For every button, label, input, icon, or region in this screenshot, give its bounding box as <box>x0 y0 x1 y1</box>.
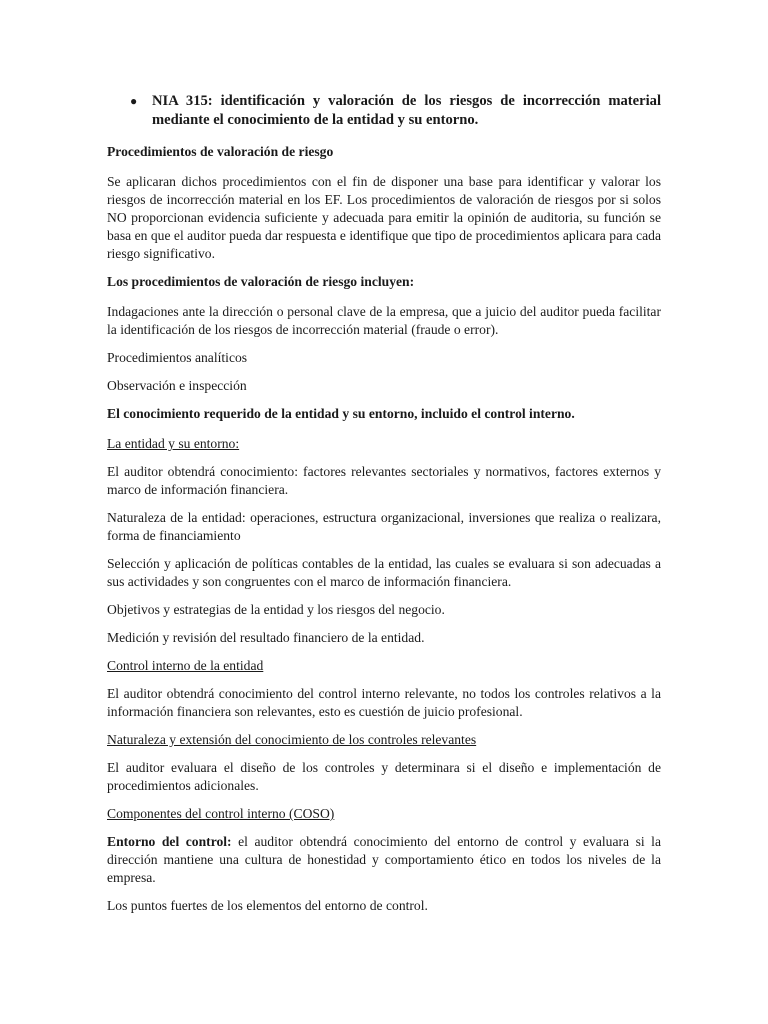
paragraph-puntos-fuertes: Los puntos fuertes de los elementos del entorno de control. <box>107 898 428 913</box>
entorno-control-text: el auditor obtendrá conocimiento del entorno de control y evaluara si la dirección mantiene una cultura de honestidad y comportamiento ético en todos los niveles de la empresa. <box>107 834 661 885</box>
heading-procedimientos-incluyen: Los procedimientos de valoración de riesgo incluyen: <box>107 274 415 289</box>
heading-procedimientos-valoracion: Procedimientos de valoración de riesgo <box>107 144 334 159</box>
paragraph-control-interno: El auditor obtendrá conocimiento del control interno relevante, no todos los controles relativos a la información financiera son relevantes, esto es cuestión de juicio profesional. <box>107 686 661 719</box>
heading-conocimiento-requerido: El conocimiento requerido de la entidad y su entorno, incluido el control interno. <box>107 406 575 421</box>
paragraph-naturaleza-entidad: Naturaleza de la entidad: operaciones, estructura organizacional, inversiones que realiza o realizara, forma de financiamiento <box>107 510 661 543</box>
subheading-componentes-coso: Componentes del control interno (COSO) <box>107 806 335 821</box>
bullet-item <box>107 92 661 130</box>
subheading-control-interno: Control interno de la entidad <box>107 658 264 673</box>
paragraph-procedimientos: Se aplicaran dichos procedimientos con el fin de disponer una base para identificar y valorar los riesgos de incorrección material en los EF. Los procedimientos de valoración de riesgos por si solos NO proporcionan evidencia suficiente y adecuada para emitir la opinión de auditoria, su función se basa en que el auditor pueda dar respuesta e identifique que tipo de procedimientos aplicara para cada riesgo significativo. <box>107 174 661 261</box>
paragraph-factores: El auditor obtendrá conocimiento: factores relevantes sectoriales y normativos, factores externos y marco de información financiera. <box>107 464 661 497</box>
subheading-entidad-entorno: La entidad y su entorno: <box>107 436 240 451</box>
paragraph-objetivos: Objetivos y estrategias de la entidad y los riesgos del negocio. <box>107 602 445 617</box>
subheading-naturaleza-extension: Naturaleza y extensión del conocimiento de los controles relevantes <box>107 732 477 747</box>
paragraph-medicion: Medición y revisión del resultado financiero de la entidad. <box>107 630 425 645</box>
bullet-marker: ● <box>130 94 138 108</box>
paragraph-indagaciones: Indagaciones ante la dirección o personal clave de la empresa, que a juicio del auditor pueda facilitar la identificación de los riesgos de incorrección material (fraude o error). <box>107 304 661 337</box>
paragraph-observacion: Observación e inspección <box>107 378 247 393</box>
entorno-control-label: Entorno del control: <box>107 834 232 849</box>
paragraph-politicas-contables: Selección y aplicación de políticas contables de la entidad, las cuales se evaluara si son adecuadas a sus actividades y son congruentes con el marco de información financiera. <box>107 556 661 589</box>
document-page <box>107 92 661 925</box>
paragraph-analiticos: Procedimientos analíticos <box>107 350 248 365</box>
bullet-title: NIA 315: identificación y valoración de los riesgos de incorrección material mediante el conocimiento de la entidad y su entorno. <box>152 93 661 128</box>
paragraph-entorno-control <box>107 833 661 887</box>
paragraph-evaluara-diseno: El auditor evaluara el diseño de los controles y determinara si el diseño e implementación de procedimientos adicionales. <box>107 760 661 793</box>
